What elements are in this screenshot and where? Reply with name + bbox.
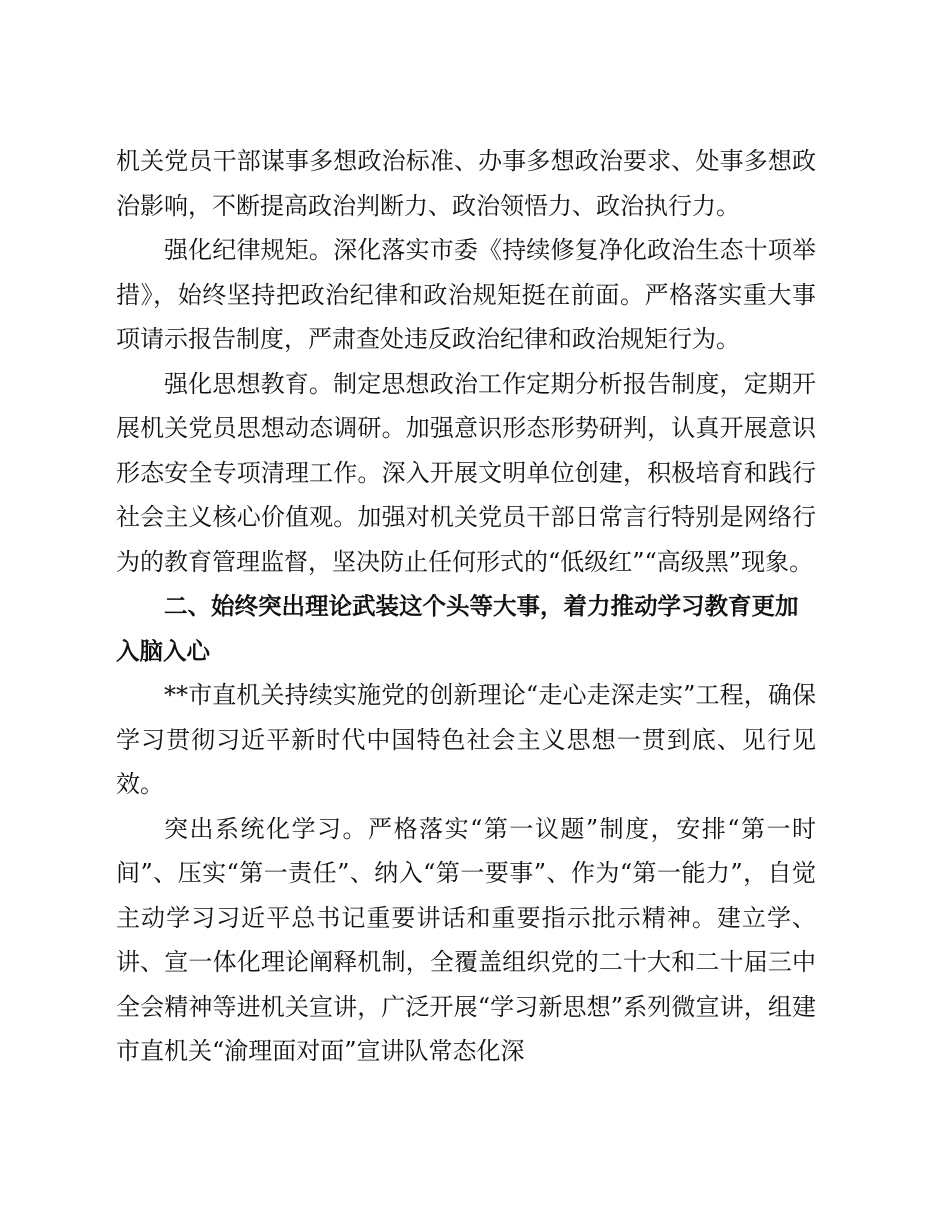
document-body <box>116 139 816 1074</box>
paragraph-discipline-rules: 强化纪律规矩。深化落实市委《持续修复净化政治生态十项举措》，始终坚持把政治纪律和政治规矩挺在前面。严格落实重大事项请示报告制度，严肃查处违反政治纪律和政治规矩行为。 <box>116 236 816 353</box>
paragraph-systematic-learning: 突出系统化学习。严格落实“第一议题”制度，安排“第一时间”、压实“第一责任”、纳入“第一要事”、作为“第一能力”，自觉主动学习习近平总书记重要讲话和重要指示批示精神。建立学、讲、宣一体化理论阐释机制，全覆盖组织党的二十大和二十届三中全会精神等进机关宣讲，广泛开展“学习新思想”系列微宣讲，组建市直机关“渝理面对面”宣讲队常态化深 <box>116 814 816 1065</box>
paragraph-continuation: 机关党员干部谋事多想政治标准、办事多想政治要求、处事多想政治影响，不断提高政治判断力、政治领悟力、政治执行力。 <box>116 147 816 220</box>
paragraph-ideological-education: 强化思想教育。制定思想政治工作定期分析报告制度，定期开展机关党员思想动态调研。加强意识形态形势研判，认真开展意识形态安全专项清理工作。深入开展文明单位创建，积极培育和践行社会主义核心价值观。加强对机关党员干部日常言行特别是网络行为的教育管理监督，坚决防止任何形式的“低级红”“高级黑”现象。 <box>116 369 816 576</box>
section-heading-2: 二、始终突出理论武装这个头等大事，着力推动学习教育更加入脑入心 <box>116 592 799 665</box>
paragraph-theory-project: **市直机关持续实施党的创新理论“走心走深走实”工程，确保学习贯彻习近平新时代中国特色社会主义思想一贯到底、见行见效。 <box>116 681 816 798</box>
